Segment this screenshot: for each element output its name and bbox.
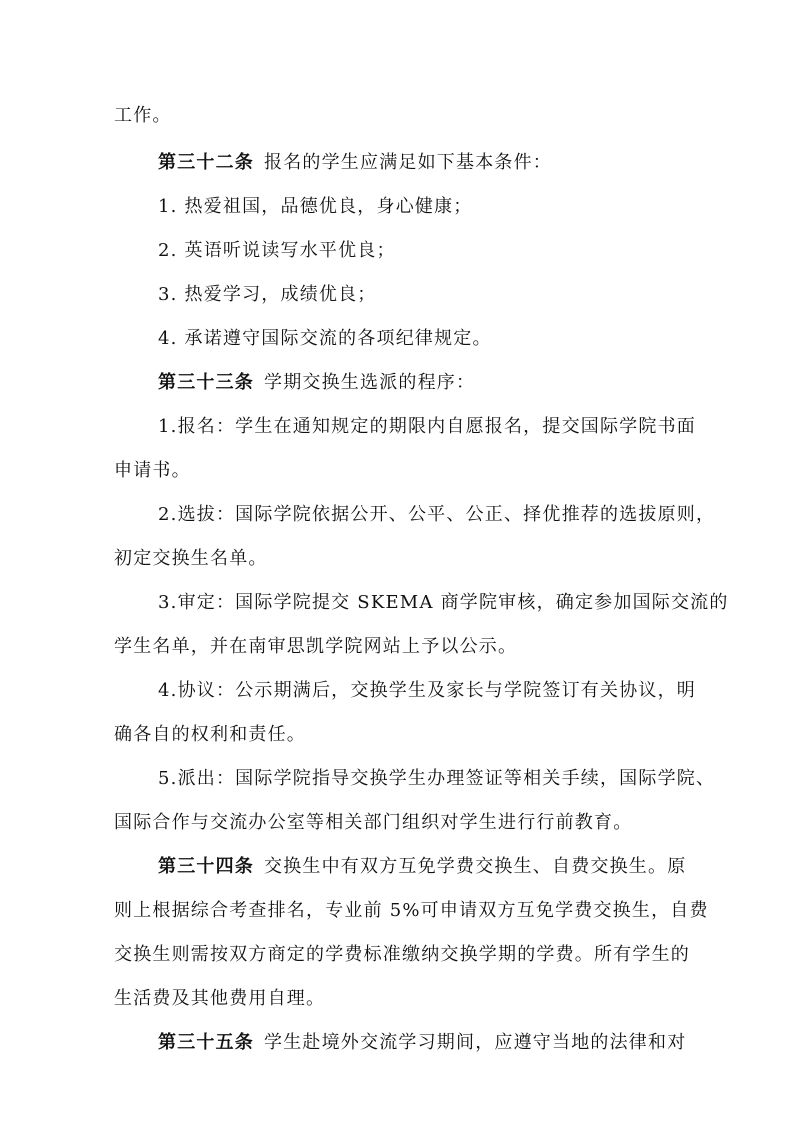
article-32-heading-line: [158, 151, 552, 175]
article-heading: 第三十五条: [158, 1032, 254, 1053]
list-item: [158, 195, 473, 219]
text-line: [114, 943, 690, 967]
text-line: [114, 811, 632, 835]
text-line: [114, 723, 306, 747]
line-text: 学期交换生选派的程序：: [264, 372, 476, 393]
line-text: 申请书。: [114, 460, 191, 481]
line-text: 工作。: [114, 105, 172, 126]
procedure-item: [158, 679, 696, 703]
line-text: 交换生则需按双方商定的学费标准缴纳交换学期的学费。所有学生的: [114, 944, 690, 965]
article-35-heading-line: [158, 1031, 686, 1055]
line-text: 学生名单，并在南审思凯学院网站上予以公示。: [114, 636, 518, 657]
list-item: [158, 283, 377, 307]
line-text: 5.派出：国际学院指导交换学生办理签证等相关手续，国际学院、: [158, 768, 716, 789]
text-line: [114, 635, 517, 659]
line-text: 学生赴境外交流学习期间，应遵守当地的法律和对: [264, 1032, 687, 1053]
article-heading: 第三十三条: [158, 372, 254, 393]
article-34-heading-line: [158, 855, 686, 879]
procedure-item: [158, 591, 729, 615]
line-text: 1.报名：学生在通知规定的期限内自愿报名，提交国际学院书面: [158, 416, 696, 437]
text-line: [114, 547, 268, 571]
text-line: [114, 459, 191, 483]
line-text: 3. 热爱学习，成绩优良；: [158, 284, 377, 305]
article-heading: 第三十四条: [158, 856, 254, 877]
article-heading: 第三十二条: [158, 152, 254, 173]
text-line: [114, 987, 325, 1011]
procedure-item: [158, 503, 715, 527]
line-text: 生活费及其他费用自理。: [114, 988, 326, 1009]
text-line: [114, 104, 172, 128]
article-33-heading-line: [158, 371, 475, 395]
line-text: 初定交换生名单。: [114, 548, 268, 569]
list-item: [158, 327, 492, 351]
line-text: 3.审定：国际学院提交 SKEMA 商学院审核，确定参加国际交流的: [158, 592, 729, 613]
line-text: 报名的学生应满足如下基本条件：: [264, 152, 552, 173]
list-item: [158, 239, 396, 263]
line-text: 1. 热爱祖国，品德优良，身心健康；: [158, 196, 473, 217]
line-text: 确各自的权利和责任。: [114, 724, 306, 745]
text-line: [114, 899, 709, 923]
line-text: 4.协议：公示期满后，交换学生及家长与学院签订有关协议，明: [158, 680, 696, 701]
procedure-item: [158, 415, 696, 439]
line-text: 2.选拔：国际学院依据公开、公平、公正、择优推荐的选拔原则，: [158, 504, 716, 525]
line-text: 则上根据综合考查排名，专业前 5%可申请双方互免学费交换生，自费: [114, 900, 709, 921]
line-text: 交换生中有双方互免学费交换生、自费交换生。原: [264, 856, 687, 877]
line-text: 2. 英语听说读写水平优良；: [158, 240, 396, 261]
line-text: 4. 承诺遵守国际交流的各项纪律规定。: [158, 328, 492, 349]
procedure-item: [158, 767, 715, 791]
line-text: 国际合作与交流办公室等相关部门组织对学生进行行前教育。: [114, 812, 633, 833]
